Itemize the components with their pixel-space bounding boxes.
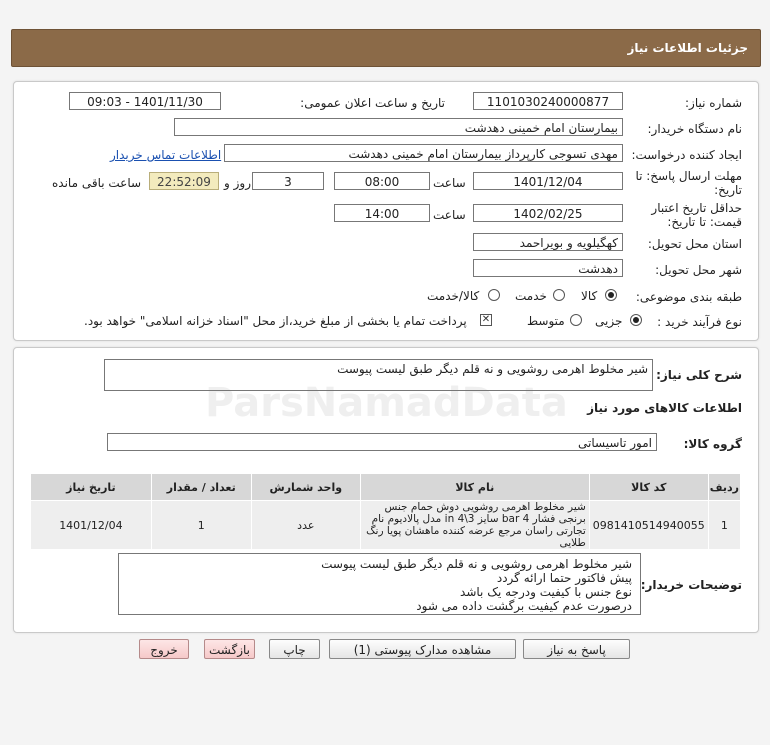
category-option-service: خدمت — [515, 289, 547, 303]
process-radio-medium[interactable] — [570, 314, 582, 326]
buyer-note-line: نوع جنس با کیفیت ودرجه یک باشد — [460, 585, 632, 599]
process-radio-minor[interactable] — [630, 314, 642, 326]
category-option-goods-service: کالا/خدمت — [427, 289, 480, 303]
announce-field: 1401/11/30 - 09:03 — [69, 92, 221, 110]
group-field: امور تاسیساتی — [107, 433, 657, 451]
category-radio-service[interactable] — [553, 289, 565, 301]
category-radio-goods[interactable] — [605, 289, 617, 301]
buyer-note-line: شیر مخلوط اهرمی روشویی و نه قلم دیگر طبق لیست پیوست — [321, 557, 632, 571]
buyer-note-line: درصورت عدم کیفیت برگشت داده می شود — [416, 599, 632, 613]
announce-label: تاریخ و ساعت اعلان عمومی: — [300, 96, 445, 110]
remaining-time-field: 22:52:09 — [149, 172, 219, 190]
validity-time-field: 14:00 — [334, 204, 430, 222]
cell-unit: عدد — [251, 501, 360, 550]
need-number-label: شماره نیاز: — [685, 96, 742, 110]
creator-field: مهدی تسوجی کارپرداز بیمارستان امام خمینی دهدشت — [224, 144, 623, 162]
buyer-org-label: نام دستگاه خریدار: — [647, 122, 742, 136]
process-option-medium: متوسط — [527, 314, 565, 328]
general-desc-field: شیر مخلوط اهرمی روشویی و نه قلم دیگر طبق لیست پیوست — [104, 359, 653, 391]
general-desc-label: شرح کلی نیاز: — [656, 368, 742, 382]
items-table — [30, 473, 741, 550]
process-option-minor: جزیی — [595, 314, 623, 328]
buyer-notes-label: توضیحات خریدار: — [640, 578, 742, 592]
deadline-date-field: 1401/12/04 — [473, 172, 623, 190]
cell-row: 1 — [708, 501, 740, 550]
province-label: استان محل تحویل: — [647, 237, 742, 251]
creator-label: ایجاد کننده درخواست: — [631, 148, 742, 162]
deadline-label-1: مهلت ارسال پاسخ: تا — [635, 169, 742, 183]
col-row: ردیف — [708, 474, 740, 501]
goods-info-title: اطلاعات کالاهای مورد نیاز — [587, 401, 742, 415]
reply-button[interactable]: پاسخ به نیاز — [523, 639, 630, 659]
days-field: 3 — [252, 172, 324, 190]
col-unit: واحد شمارش — [251, 474, 360, 501]
print-button[interactable]: چاپ — [269, 639, 320, 659]
page-header — [11, 29, 761, 67]
deadline-time-field: 08:00 — [334, 172, 430, 190]
back-button[interactable]: بازگشت — [204, 639, 255, 659]
cell-date: 1401/12/04 — [31, 501, 152, 550]
need-number-field: 1101030240000877 — [473, 92, 623, 110]
validity-date-field: 1402/02/25 — [473, 204, 623, 222]
view-docs-button[interactable]: مشاهده مدارک پیوستی (1) — [329, 639, 516, 659]
validity-label-1: حداقل تاریخ اعتبار — [651, 201, 742, 215]
payment-note: پرداخت تمام یا بخشی از مبلغ خرید،از محل "اسناد خزانه اسلامی" خواهد بود. — [84, 314, 467, 328]
city-field: دهدشت — [473, 259, 623, 277]
exit-button[interactable]: خروج — [139, 639, 189, 659]
col-code: کد کالا — [589, 474, 708, 501]
province-field: کهگیلویه و بویراحمد — [473, 233, 623, 251]
category-option-goods: کالا — [581, 289, 598, 303]
col-date: تاریخ نیاز — [31, 474, 152, 501]
buyer-note-line: پیش فاکتور حتما ارائه گردد — [496, 571, 632, 585]
cell-qty: 1 — [151, 501, 251, 550]
payment-checkbox[interactable]: ✕ — [481, 314, 491, 325]
validity-time-label: ساعت — [433, 208, 466, 222]
cell-name: شیر مخلوط اهرمی روشویی دوش حمام جنس برنجی فشار bar 4 سایز in 4\3 مدل پالادیوم نام تجارتی راسان مرجع عرضه کننده ماهشان پویا رنگ طلایی — [360, 501, 589, 550]
table-row — [31, 501, 741, 550]
category-label: طبقه بندی موضوعی: — [635, 290, 742, 304]
remaining-label: ساعت باقی مانده — [52, 176, 142, 190]
category-radio-goods-service[interactable] — [488, 289, 500, 301]
buyer-org-field: بیمارستان امام خمینی دهدشت — [174, 118, 623, 136]
col-name: نام کالا — [360, 474, 589, 501]
deadline-time-label: ساعت — [433, 176, 466, 190]
buyer-notes-box — [118, 553, 641, 615]
contact-buyer-link[interactable]: اطلاعات تماس خریدار — [110, 148, 222, 162]
cell-code: 0981410514940055 — [589, 501, 708, 550]
days-label: روز و — [224, 176, 251, 190]
group-label: گروه کالا: — [683, 437, 742, 451]
deadline-label-2: تاریخ: — [714, 183, 742, 197]
page-title: جزئیات اطلاعات نیاز — [627, 41, 748, 55]
items-table-header — [31, 474, 741, 501]
validity-label-2: قیمت: تا تاریخ: — [667, 215, 742, 229]
process-label: نوع فرآیند خرید : — [657, 315, 742, 329]
col-qty: تعداد / مقدار — [151, 474, 251, 501]
city-label: شهر محل تحویل: — [655, 263, 742, 277]
